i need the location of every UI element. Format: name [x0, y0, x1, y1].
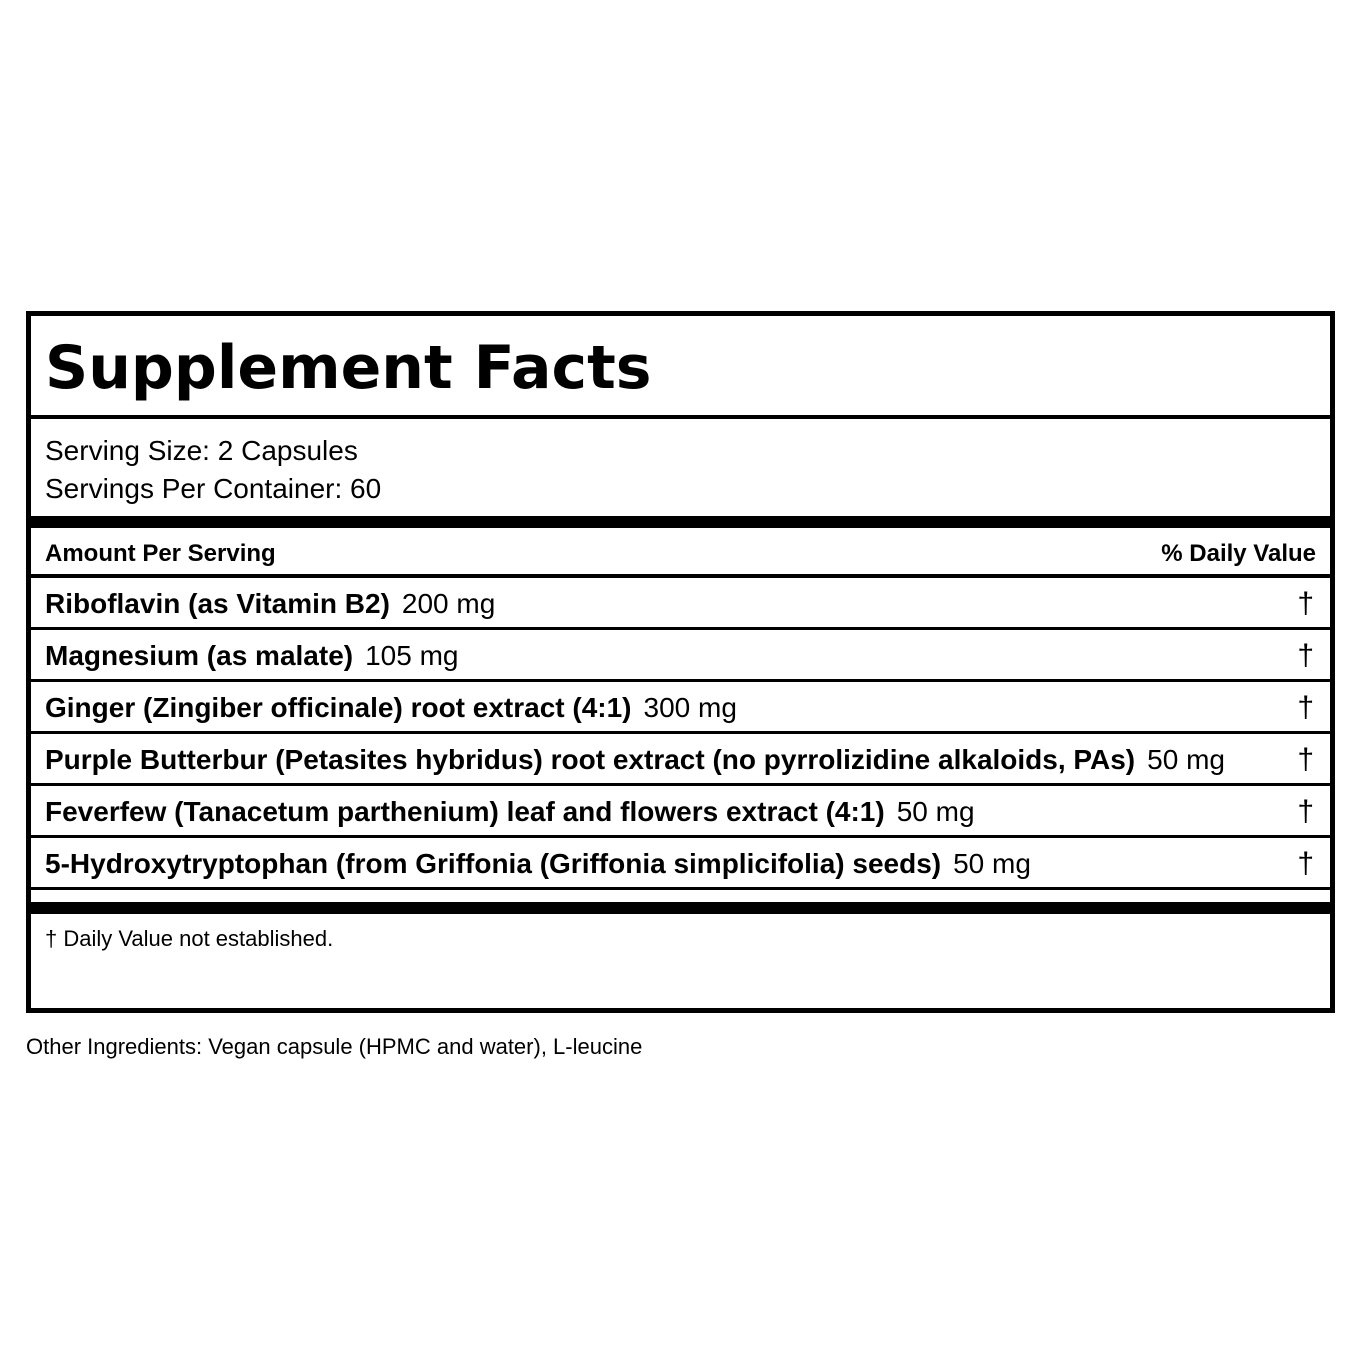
divider-row [31, 783, 1330, 786]
divider-row [31, 835, 1330, 838]
daily-value-header: % Daily Value [1161, 540, 1316, 567]
nutrient-row [45, 787, 1314, 837]
footnote: † Daily Value not established. [45, 926, 334, 951]
divider-thin [31, 574, 1330, 578]
divider-thin [31, 415, 1330, 419]
divider-row [31, 627, 1330, 630]
nutrient-amount: 105 mg [365, 640, 459, 671]
divider-row [31, 887, 1330, 890]
divider-row [31, 679, 1330, 682]
nutrient-row [45, 631, 1314, 681]
servings-per-container: Servings Per Container: 60 [45, 473, 382, 504]
serving-size: Serving Size: 2 Capsules [45, 435, 358, 466]
panel-title: Supplement Facts [45, 333, 652, 403]
dagger-mark: † [1297, 847, 1314, 880]
nutrient-row [45, 683, 1314, 733]
dagger-mark: † [1297, 743, 1314, 776]
divider-thick [31, 902, 1330, 914]
nutrient-name: Riboflavin (as Vitamin B2) [45, 588, 390, 619]
amount-per-serving-header: Amount Per Serving [45, 540, 276, 567]
nutrient-name: Magnesium (as malate) [45, 640, 354, 671]
dagger-mark: † [1297, 639, 1314, 672]
nutrient-row [45, 735, 1314, 785]
dagger-mark: † [1297, 691, 1314, 724]
nutrient-name: 5-Hydroxytryptophan (from Griffonia (Griffonia simplicifolia) seeds) [45, 848, 942, 879]
nutrient-amount: 200 mg [401, 588, 496, 619]
divider-thick [31, 516, 1330, 528]
other-ingredients: Other Ingredients: Vegan capsule (HPMC and water), L-leucine [26, 1034, 643, 1059]
divider-row [31, 731, 1330, 734]
nutrient-name: Ginger (Zingiber officinale) root extract (4:1) [45, 692, 632, 723]
nutrient-name: Purple Butterbur (Petasites hybridus) root extract (no pyrrolizidine alkaloids, PAs) [45, 744, 1136, 775]
nutrient-amount: 300 mg [643, 692, 737, 723]
nutrient-name: Feverfew (Tanacetum parthenium) leaf and flowers extract (4:1) [45, 796, 885, 827]
nutrient-amount: 50 mg [953, 848, 1031, 879]
dagger-mark: † [1297, 795, 1314, 828]
supplement-facts-panel [26, 311, 1335, 1013]
nutrient-row [45, 579, 1314, 629]
nutrient-row [45, 839, 1314, 889]
nutrient-amount: 50 mg [1147, 744, 1225, 775]
nutrient-amount: 50 mg [896, 796, 975, 827]
dagger-mark: † [1297, 587, 1314, 620]
